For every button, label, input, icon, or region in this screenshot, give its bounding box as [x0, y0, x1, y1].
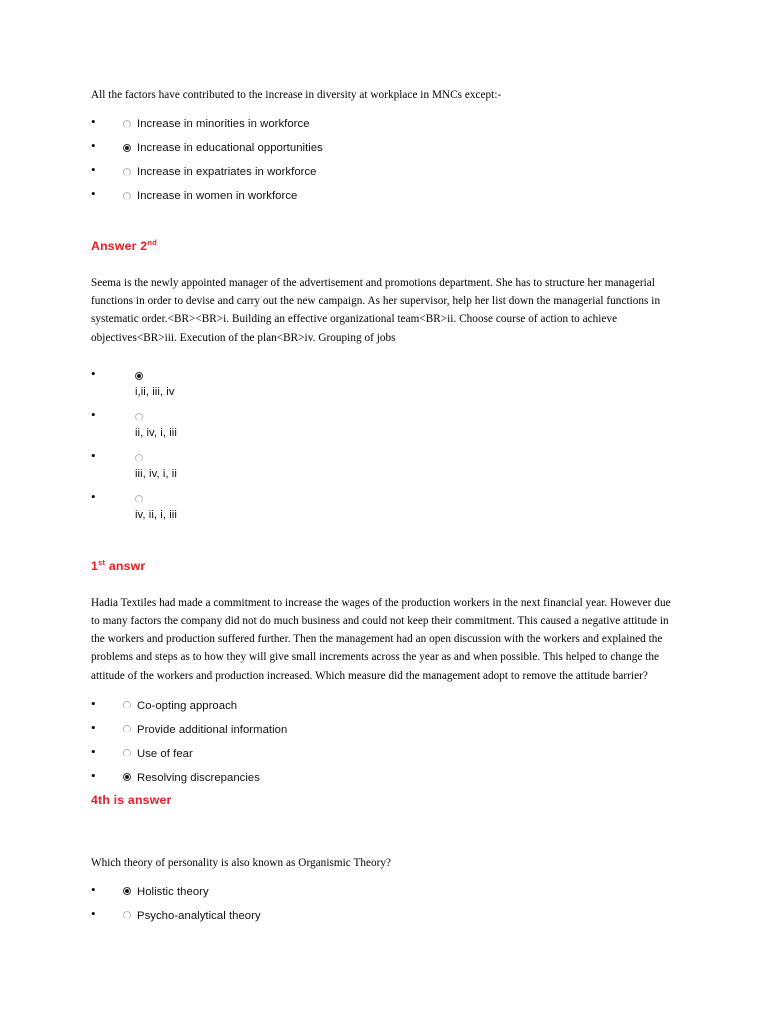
heading-answer-2nd	[91, 239, 673, 254]
spacer	[91, 103, 673, 115]
option-label: Increase in minorities in workforce	[137, 117, 310, 130]
radio-wrap	[109, 449, 673, 464]
option-label: Provide additional information	[137, 723, 288, 736]
list-item[interactable]	[91, 721, 673, 745]
radio-button-icon[interactable]	[123, 725, 133, 735]
radio-wrap	[109, 115, 133, 133]
heading-1st-answr	[91, 559, 673, 574]
question-1-options	[91, 115, 673, 211]
list-item[interactable]	[91, 745, 673, 769]
radio-button-icon[interactable]	[123, 749, 133, 759]
bullet-icon: •	[91, 743, 96, 759]
list-item[interactable]	[91, 907, 673, 931]
list-item[interactable]	[91, 408, 673, 449]
list-item[interactable]	[91, 115, 673, 139]
question-4-options	[91, 883, 673, 931]
radio-wrap	[109, 163, 133, 181]
spacer	[91, 574, 673, 594]
radio-wrap	[109, 883, 133, 901]
list-item[interactable]	[91, 163, 673, 187]
radio-button-icon[interactable]	[123, 701, 133, 711]
bullet-icon: •	[91, 881, 96, 897]
list-item[interactable]	[91, 449, 673, 490]
bullet-icon: •	[91, 114, 96, 129]
bullet-icon: •	[91, 162, 96, 177]
spacer	[91, 347, 673, 367]
list-item[interactable]	[91, 769, 673, 793]
heading-1st-answr-superscript: st	[98, 557, 106, 567]
radio-button-icon[interactable]	[123, 192, 133, 202]
radio-button-icon[interactable]	[135, 413, 145, 423]
note-4th-is-answer: 4th is answer	[91, 792, 172, 807]
heading-answer-2nd-text: Answer 2	[91, 239, 148, 253]
question-4-prompt: Which theory of personality is also known as Organismic Theory?	[91, 856, 392, 869]
option-label: iv, ii, i, iii	[135, 508, 177, 521]
bullet-icon: •	[91, 447, 96, 463]
spacer	[91, 685, 673, 697]
radio-button-selected-icon[interactable]	[123, 773, 133, 783]
spacer	[91, 531, 673, 559]
list-item[interactable]	[91, 697, 673, 721]
radio-wrap	[109, 697, 133, 715]
option-label: iii, iv, i, ii	[135, 467, 177, 480]
bullet-icon: •	[91, 719, 96, 735]
radio-button-selected-icon[interactable]	[135, 372, 145, 382]
radio-button-selected-icon[interactable]	[123, 887, 133, 897]
radio-wrap	[109, 408, 673, 423]
document-content	[91, 88, 673, 931]
heading-1st-answr-text: 1	[91, 558, 99, 573]
option-label: Co-opting approach	[137, 699, 238, 712]
bullet-icon: •	[91, 406, 96, 422]
bullet-icon: •	[91, 365, 96, 381]
spacer	[91, 836, 673, 856]
option-label: Increase in women in workforce	[137, 189, 298, 202]
question-2-prompt: Seema is the newly appointed manager of the advertisement and promotions department. She has to structure her managerial functions in order to devise and carry out the new campaign. As her supervisor, help her list down the managerial functions in systematic order.<BR><BR>i. Building an effective organizational team<BR>ii. Choose course of action to achieve objectives<BR>iii. Execution of the plan<BR>iv. Grouping of jobs	[91, 277, 661, 344]
question-1-prompt: All the factors have contributed to the increase in diversity at workplace in MNCs except:-	[91, 89, 502, 101]
radio-button-icon[interactable]	[123, 120, 133, 130]
radio-wrap	[109, 367, 673, 382]
radio-wrap	[109, 769, 133, 787]
option-label: Increase in educational opportunities	[137, 141, 323, 154]
question-3-prompt: Hadia Textiles had made a commitment to increase the wages of the production workers in the next financial year. However due to many factors the company did not do much business and could not keep their commitment. This caused a negative attitude in the workers and production suffered further. Then the management had an open discussion with the workers and explained the problems and steps as to how they will give small increments across the year as and when possible. This helped to change the attitude of the workers and production increased. Which measure did the management adopt to remove the attitude barrier?	[91, 596, 671, 682]
bullet-icon: •	[91, 767, 96, 783]
spacer	[91, 254, 673, 274]
bullet-icon: •	[91, 186, 96, 201]
list-item[interactable]	[91, 883, 673, 907]
spacer	[91, 211, 673, 239]
list-item[interactable]	[91, 490, 673, 531]
option-label: Holistic theory	[137, 885, 209, 898]
radio-wrap	[109, 139, 133, 157]
radio-button-icon[interactable]	[135, 454, 145, 464]
radio-button-icon[interactable]	[123, 911, 133, 921]
radio-wrap	[109, 721, 133, 739]
question-3-options	[91, 697, 673, 793]
option-label: Use of fear	[137, 747, 193, 760]
question-2-options	[91, 367, 673, 531]
heading-answer-2nd-superscript: nd	[147, 237, 157, 247]
option-label: ii, iv, i, iii	[135, 426, 177, 439]
bullet-icon: •	[91, 905, 96, 921]
radio-wrap	[109, 490, 673, 505]
list-item[interactable]	[91, 367, 673, 408]
radio-button-selected-icon[interactable]	[123, 144, 133, 154]
option-label: Resolving discrepancies	[137, 771, 260, 784]
radio-button-icon[interactable]	[123, 168, 133, 178]
radio-wrap	[109, 907, 133, 925]
radio-button-icon[interactable]	[135, 495, 145, 505]
option-label: Psycho-analytical theory	[137, 909, 261, 922]
option-label: i,ii, iii, iv	[135, 385, 175, 398]
option-label: Increase in expatriates in workforce	[137, 165, 317, 178]
bullet-icon: •	[91, 695, 96, 711]
heading-1st-answr-suffix: answr	[105, 558, 146, 573]
radio-wrap	[109, 187, 133, 205]
spacer	[91, 808, 673, 836]
spacer	[91, 871, 673, 883]
list-item[interactable]	[91, 187, 673, 211]
radio-wrap	[109, 745, 133, 763]
list-item[interactable]	[91, 139, 673, 163]
bullet-icon: •	[91, 488, 96, 504]
bullet-icon: •	[91, 138, 96, 153]
